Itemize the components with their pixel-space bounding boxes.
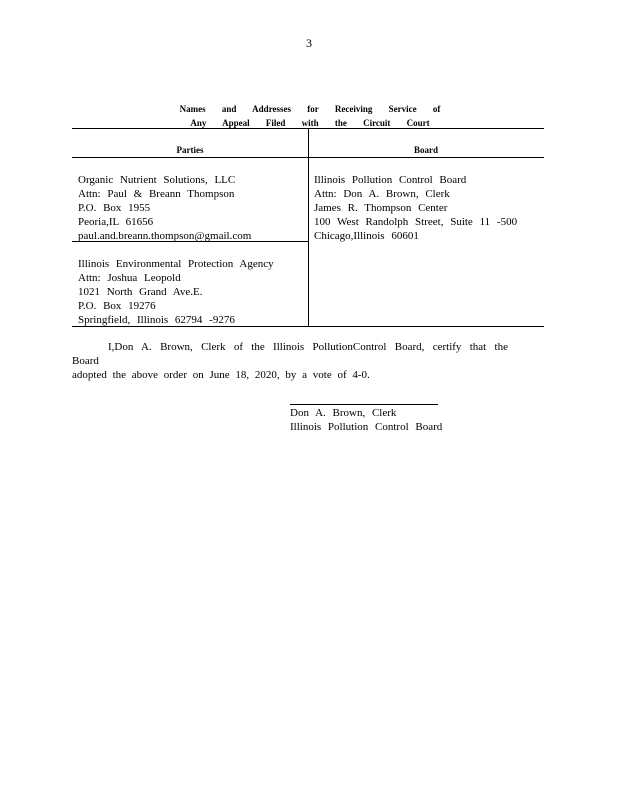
board-city: Chicago,Illinois 60601 [314,230,419,242]
service-table [72,128,544,327]
service-heading [110,102,510,130]
heading-line-2: Any Appeal Filed with the Circuit Court [190,118,430,128]
heading-line-1: Names and Addresses for Receiving Service of [179,104,441,114]
board-attn: Attn: Don A. Brown, Clerk [314,188,450,200]
party-city: Peoria,IL 61656 [78,216,154,228]
column-divider [308,129,309,326]
party-address-organic-nutrient [78,173,251,243]
signature-line [290,404,438,405]
party-name: Organic Nutrient Solutions, LLC [78,174,236,186]
party-po-box: P.O. Box 19276 [78,300,156,312]
signatory-name: Don A. Brown, Clerk [290,407,397,419]
signatory-title: Illinois Pollution Control Board [290,421,443,433]
header-rule [72,157,544,158]
certification-paragraph [72,340,508,382]
certification-line-1: I,Don A. Brown, Clerk of the Illinois PollutionControl Board, certify that the Board [72,341,508,367]
party-attn: Attn: Joshua Leopold [78,272,181,284]
board-name: Illinois Pollution Control Board [314,174,467,186]
signature-block [290,406,442,434]
parties-header: Parties [176,145,204,155]
party-city: Springfield, Illinois 62794 -9276 [78,314,235,326]
party-address-iepa [78,257,274,327]
certification-line-2: adopted the above order on June 18, 2020, by a vote of 4-0. [72,369,370,381]
party-name: Illinois Environmental Protection Agency [78,258,274,270]
board-street: 100 West Randolph Street, Suite 11 -500 [314,216,518,228]
party-street: P.O. Box 1955 [78,202,151,214]
board-building: James R. Thompson Center [314,202,448,214]
board-header: Board [413,145,438,155]
party-street: 1021 North Grand Ave.E. [78,286,203,298]
board-address [314,173,517,243]
party-attn: Attn: Paul & Breann Thompson [78,188,235,200]
page-number: 3 [306,36,312,50]
party-email: paul.and.breann.thompson@gmail.com [78,230,252,242]
